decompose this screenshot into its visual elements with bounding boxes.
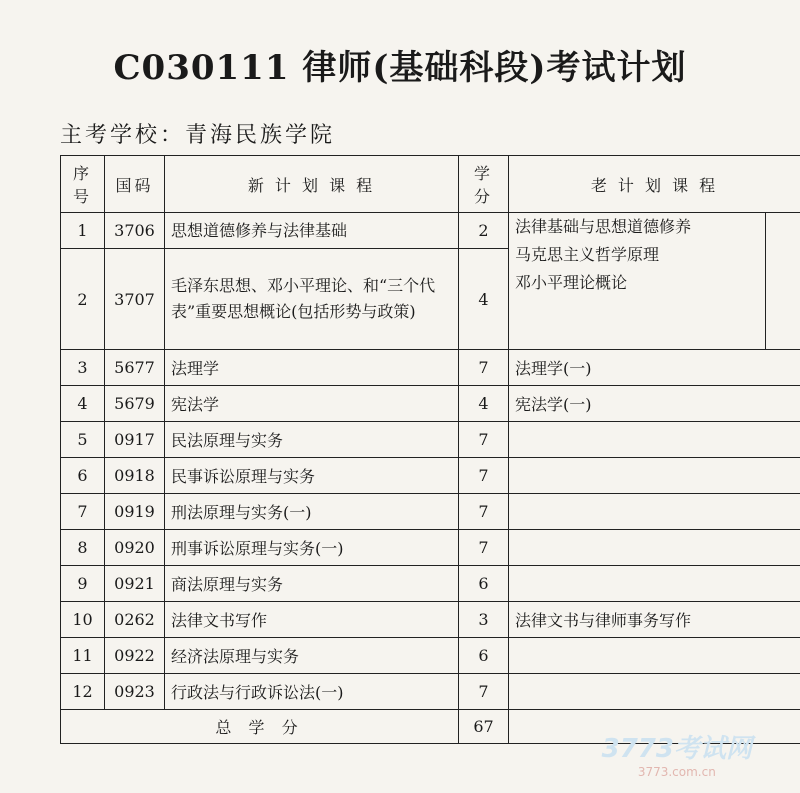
table-row [61,602,800,638]
row-seq: 3 [61,350,105,386]
row-credit: 7 [459,350,509,386]
header-seq: 序号 [61,156,105,213]
row-credit: 6 [459,566,509,602]
row-old-course [509,458,800,494]
row-old-course: 法理学(一) [509,350,800,386]
old-course-line: 法律基础与思想道德修养 [515,217,692,236]
row-seq: 9 [61,566,105,602]
table-row [61,386,800,422]
row-course: 行政法与行政诉讼法(一) [165,674,459,710]
row-credit: 4 [459,249,509,350]
row-old-course [509,494,800,530]
row-old-course [509,674,800,710]
row-credit: 4 [459,386,509,422]
row-seq: 4 [61,386,105,422]
row-code: 0921 [105,566,165,602]
row-credit: 7 [459,674,509,710]
table-row [61,530,800,566]
row-code: 0919 [105,494,165,530]
old-course-merged [509,213,800,350]
row-seq: 7 [61,494,105,530]
row-credit: 7 [459,494,509,530]
row-seq: 5 [61,422,105,458]
row-course: 毛泽东思想、邓小平理论、和“三个代表”重要思想概论(包括形势与政策) [165,249,459,350]
row-seq: 2 [61,249,105,350]
row-course: 民法原理与实务 [165,422,459,458]
total-credits: 67 [459,710,509,744]
row-credit: 7 [459,458,509,494]
row-course: 法律文书写作 [165,602,459,638]
row-code: 3706 [105,213,165,249]
row-seq: 6 [61,458,105,494]
row-credit: 6 [459,638,509,674]
truncated-column-fragment [765,213,794,349]
row-code: 0923 [105,674,165,710]
row-credit: 3 [459,602,509,638]
row-code: 5677 [105,350,165,386]
header-code: 国码 [105,156,165,213]
old-course-line: 马克思主义哲学原理 [515,245,660,264]
row-code: 0917 [105,422,165,458]
row-course: 商法原理与实务 [165,566,459,602]
header-old-course: 老 计 划 课 程 [509,156,800,213]
row-old-course [509,566,800,602]
header-row [61,156,800,213]
school-label: 主考学校：青海民族学院 [60,123,336,148]
table-row [61,566,800,602]
table-row [61,350,800,386]
watermark-logo: 3773考试网 [601,734,752,764]
table-row [61,458,800,494]
row-old-course: 法律文书与律师事务写作 [509,602,800,638]
row-seq: 1 [61,213,105,249]
row-seq: 10 [61,602,105,638]
row-code: 0920 [105,530,165,566]
page-title: C030111 律师(基础科段)考试计划 [113,48,687,88]
row-old-course [509,530,800,566]
row-old-course [509,638,800,674]
row-seq: 8 [61,530,105,566]
row-seq: 12 [61,674,105,710]
table-row [61,213,800,249]
row-course: 法理学 [165,350,459,386]
row-course: 民事诉讼原理与实务 [165,458,459,494]
row-code: 0262 [105,602,165,638]
row-credit: 2 [459,213,509,249]
table-row [61,674,800,710]
row-old-course [509,422,800,458]
row-course: 宪法学 [165,386,459,422]
row-course: 刑法原理与实务(一) [165,494,459,530]
row-credit: 7 [459,422,509,458]
watermark [602,728,752,779]
row-course: 刑事诉讼原理与实务(一) [165,530,459,566]
row-code: 3707 [105,249,165,350]
row-code: 5679 [105,386,165,422]
header-credit: 学分 [459,156,509,213]
row-old-course: 宪法学(一) [509,386,800,422]
row-credit: 7 [459,530,509,566]
row-seq: 11 [61,638,105,674]
table-row [61,494,800,530]
header-new-course: 新 计 划 课 程 [165,156,459,213]
row-code: 0922 [105,638,165,674]
table-row [61,422,800,458]
old-course-line: 邓小平理论概论 [515,273,628,292]
total-label: 总 学 分 [61,710,459,744]
table-row [61,638,800,674]
row-course: 思想道德修养与法律基础 [165,213,459,249]
row-code: 0918 [105,458,165,494]
exam-plan-table [60,155,800,744]
row-course: 经济法原理与实务 [165,638,459,674]
watermark-url: 3773.com.cn [637,765,716,779]
